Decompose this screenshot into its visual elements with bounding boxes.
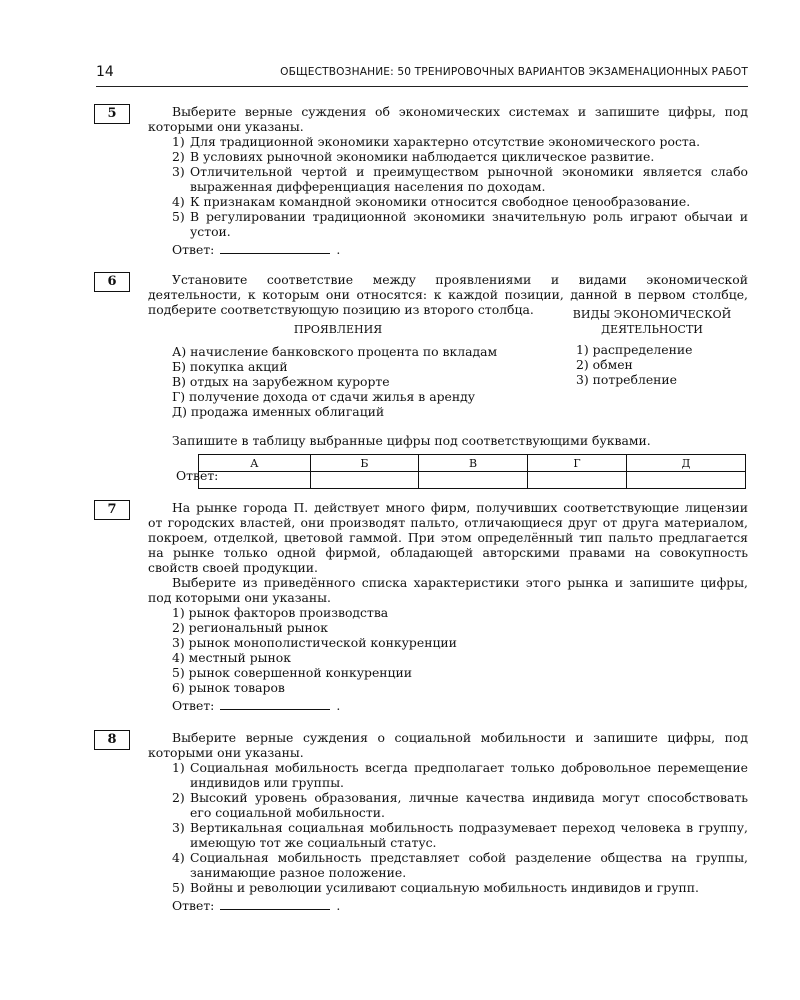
list-item: Г) получение дохода от сдачи жилья в аренду [172,389,476,404]
question-6 [148,272,748,500]
option: 4) К признакам командной экономики относится свободное ценообразование. [172,194,691,209]
question-number-6: 6 [94,272,130,292]
list-item: 2) обмен [576,357,633,372]
answer-field[interactable]: Ответ: . [172,898,341,913]
column-head-right-1: ВИДЫ ЭКОНОМИЧЕСКОЙ [572,308,732,321]
option: 1) Социальная мобильность всегда предполагает только добровольное перемещение индивидов или группы. [172,760,748,790]
option: 2) Высокий уровень образования, личные качества индивида могут способствовать его социальной мобильности. [172,790,748,820]
question-5-prompt: Выберите верные суждения об экономических системах и запишите цифры, под которыми они указаны. [148,104,748,134]
table-header-b: Б [310,455,419,472]
option: 2) В условиях рыночной экономики наблюдается циклическое развитие. [172,149,655,164]
list-item: 5) рынок совершенной конкуренции [172,665,413,680]
option: 4) Социальная мобильность представляет собой разделение общества на группы, занимающие разное положение. [172,850,748,880]
page-number: 14 [96,64,114,80]
list-item: А) начисление банковского процента по вкладам [172,344,498,359]
list-item: 1) рынок факторов производства [172,605,389,620]
answer-cell-g[interactable] [527,472,626,489]
column-head-right-2: ДЕЯТЕЛЬНОСТИ [601,323,703,336]
table-header-d: Д [627,455,746,472]
answer-table-block [148,454,748,500]
answer-field[interactable]: Ответ: . [172,698,341,713]
question-5-options [148,134,748,239]
list-item: 6) рынок товаров [172,680,285,695]
question-8 [148,730,748,913]
list-item: 1) распределение [576,342,693,357]
question-number-5: 5 [94,104,130,124]
question-7 [148,500,748,713]
list-item: 4) местный рынок [172,650,291,665]
answer-table [198,454,746,489]
question-6-prompt: Установите соответствие между проявлениями и видами экономической деятельности, к которым они относятся: к каждой позиции, данной в первом столбце, подберите соответствующую позицию из второго столбца. [148,272,748,317]
answer-label: Ответ: [176,468,219,483]
column-head-left: ПРОЯВЛЕНИЯ [293,323,383,336]
question-7-prompt-2: Выберите из приведённого списка характеристики этого рынка и запишите цифры, под которыми они указаны. [148,575,748,605]
answer-cell-d[interactable] [627,472,746,489]
question-7-prompt: На рынке города П. действует много фирм, получивших соответствующие лицензии от городских властей, они производят пальто, отличающиеся друг от друга материалом, покроем, отделкой, цветовой гаммой. При этом определённый тип пальто предлагается на рынке только одной фирмой, обладающей авторскими правами на совокупность свойств своей продукции. [148,500,748,575]
page-header [96,60,748,87]
column-activity-types [552,308,752,387]
list-item: Б) покупка акций [172,359,288,374]
answer-cell-a[interactable] [199,472,311,489]
list-item: Д) продажа именных облигаций [172,404,385,419]
list-item: 2) региональный рынок [172,620,328,635]
list-item: 3) потребление [576,372,678,387]
answer-cell-v[interactable] [419,472,528,489]
question-6-instruction: Запишите в таблицу выбранные цифры под соответствующими буквами. [172,433,651,448]
table-header-a: А [199,455,311,472]
question-number-7: 7 [94,500,130,520]
table-header-v: В [419,455,528,472]
column-manifestations [148,317,528,419]
option: 5) Войны и революции усиливают социальную мобильность индивидов и групп. [172,880,699,895]
option: 3) Вертикальная социальная мобильность подразумевает переход человека в группу, имеющую тот же социальный статус. [172,820,748,850]
list-item: В) отдых на зарубежном курорте [172,374,390,389]
question-number-8: 8 [94,730,130,750]
question-7-options [148,605,748,695]
answer-field[interactable]: Ответ: . [172,242,341,257]
question-8-options [148,760,748,895]
question-5 [148,104,748,257]
option: 3) Отличительной чертой и преимуществом рыночной экономики является слабо выраженная дифференциация населения по доходам. [172,164,748,194]
option: 1) Для традиционной экономики характерно отсутствие экономического роста. [172,134,701,149]
matching-columns [148,308,748,433]
answer-cell-b[interactable] [310,472,419,489]
option: 5) В регулировании традиционной экономики значительную роль играют обычаи и устои. [172,209,748,239]
list-item: 3) рынок монополистической конкуренции [172,635,457,650]
table-header-g: Г [527,455,626,472]
book-title: ОБЩЕСТВОЗНАНИЕ: 50 ТРЕНИРОВОЧНЫХ ВАРИАНТОВ ЭКЗАМЕНАЦИОННЫХ РАБОТ [280,66,748,78]
question-8-prompt: Выберите верные суждения о социальной мобильности и запишите цифры, под которыми они указаны. [148,730,748,760]
